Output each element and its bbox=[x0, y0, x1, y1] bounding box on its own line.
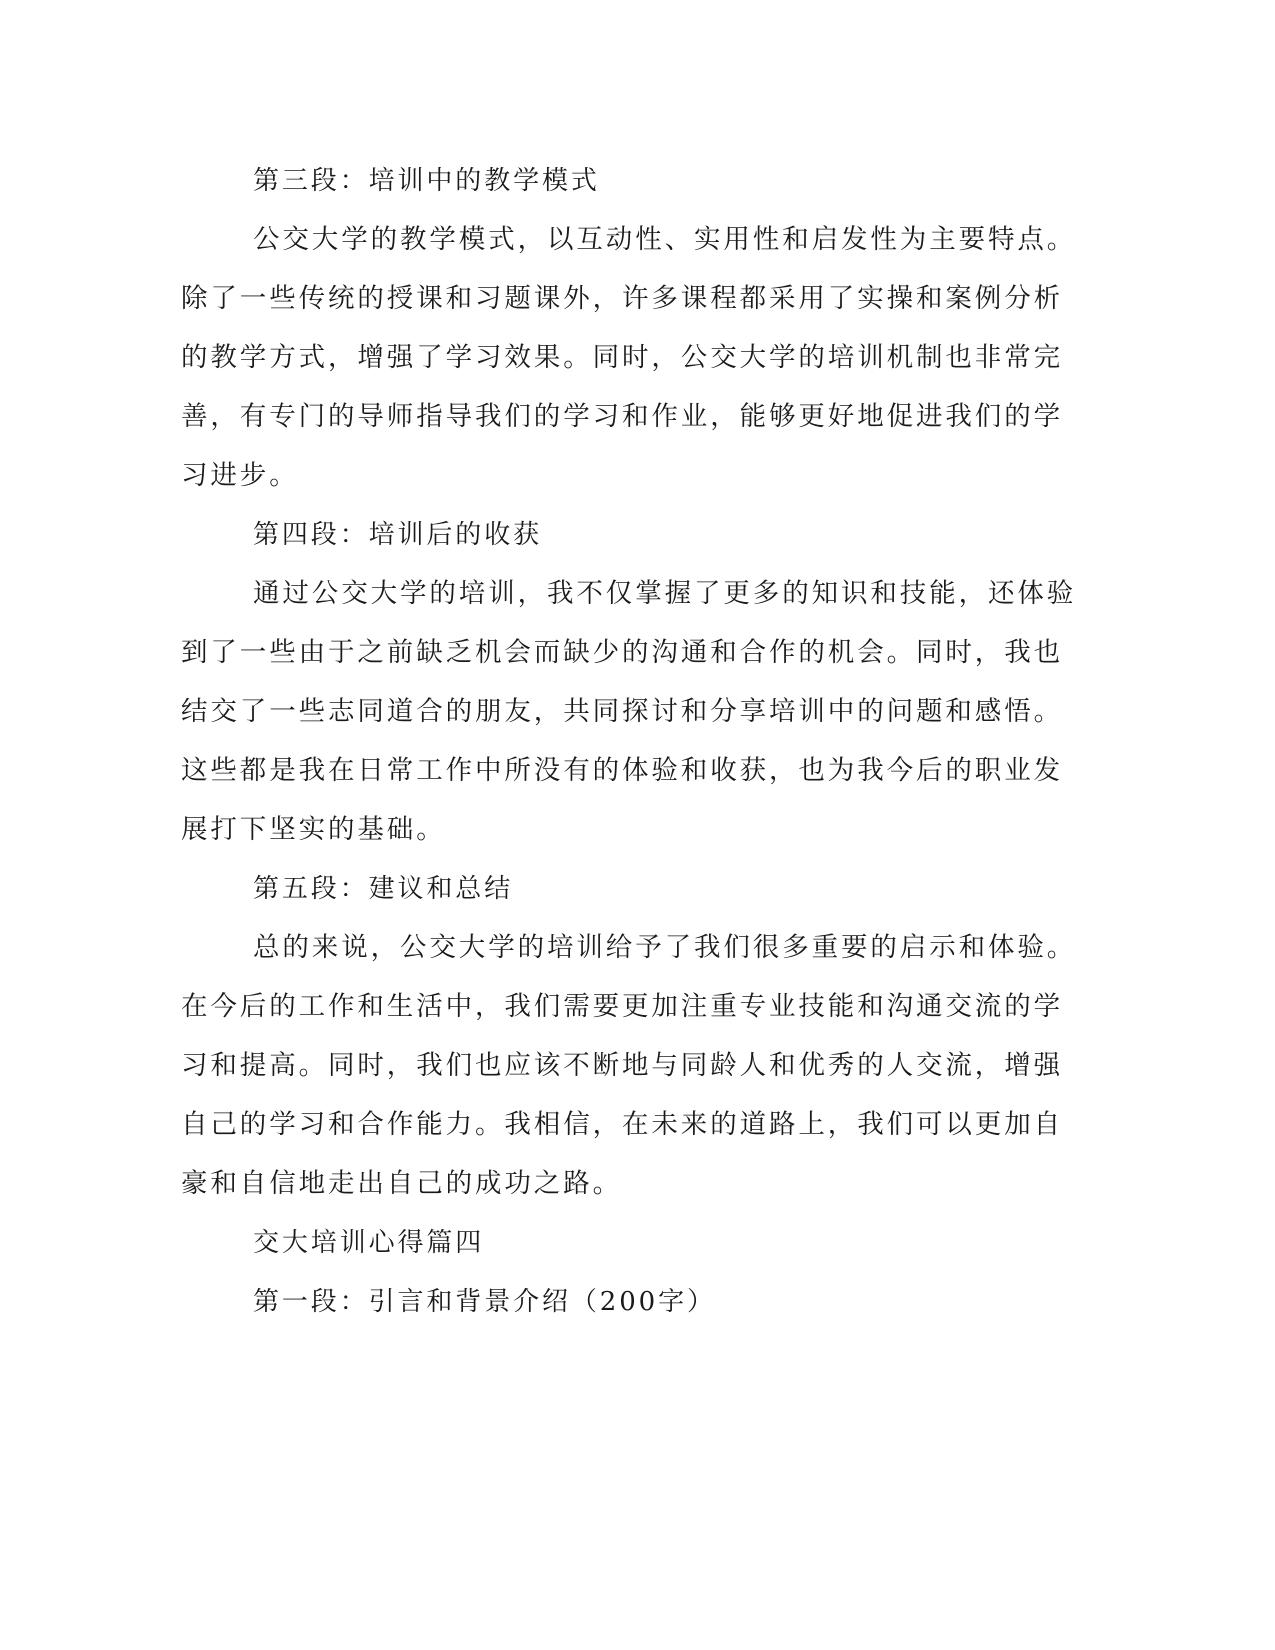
paragraph-line: 习和提高。同时，我们也应该不断地与同龄人和优秀的人交流，增强 bbox=[181, 1050, 1063, 1081]
paragraph-line: 豪和自信地走出自己的成功之路。 bbox=[181, 1168, 622, 1199]
paragraph-line: 习进步。 bbox=[181, 460, 299, 491]
paragraph-line: 善，有专门的导师指导我们的学习和作业，能够更好地促进我们的学 bbox=[181, 401, 1063, 432]
paragraph-line: 展打下坚实的基础。 bbox=[181, 814, 446, 845]
paragraph-line: 除了一些传统的授课和习题课外，许多课程都采用了实操和案例分析 bbox=[181, 283, 1063, 314]
paragraph-line: 结交了一些志同道合的朋友，共同探讨和分享培训中的问题和感悟。 bbox=[181, 696, 1063, 727]
section-heading-5: 第五段：建议和总结 bbox=[253, 874, 514, 904]
section-heading-3: 第三段：培训中的教学模式 bbox=[253, 166, 600, 196]
paragraph-line: 通过公交大学的培训，我不仅掌握了更多的知识和技能，还体验 bbox=[253, 578, 1077, 609]
section-heading-4: 第四段：培训后的收获 bbox=[253, 520, 543, 550]
paragraph-line: 到了一些由于之前缺乏机会而缺少的沟通和合作的机会。同时，我也 bbox=[181, 637, 1063, 668]
paragraph-line: 公交大学的教学模式，以互动性、实用性和启发性为主要特点。 bbox=[253, 224, 1077, 255]
paragraph-line: 的教学方式，增强了学习效果。同时，公交大学的培训机制也非常完 bbox=[181, 342, 1063, 373]
paragraph-line: 这些都是我在日常工作中所没有的体验和收获，也为我今后的职业发 bbox=[181, 755, 1063, 786]
paragraph-line: 总的来说，公交大学的培训给予了我们很多重要的启示和体验。 bbox=[253, 932, 1077, 963]
paragraph-line: 在今后的工作和生活中，我们需要更加注重专业技能和沟通交流的学 bbox=[181, 991, 1063, 1022]
paragraph-line: 自己的学习和合作能力。我相信，在未来的道路上，我们可以更加自 bbox=[181, 1109, 1063, 1140]
section-heading-1: 第一段：引言和背景介绍（200字） bbox=[253, 1287, 716, 1317]
article-title: 交大培训心得篇四 bbox=[253, 1228, 485, 1258]
